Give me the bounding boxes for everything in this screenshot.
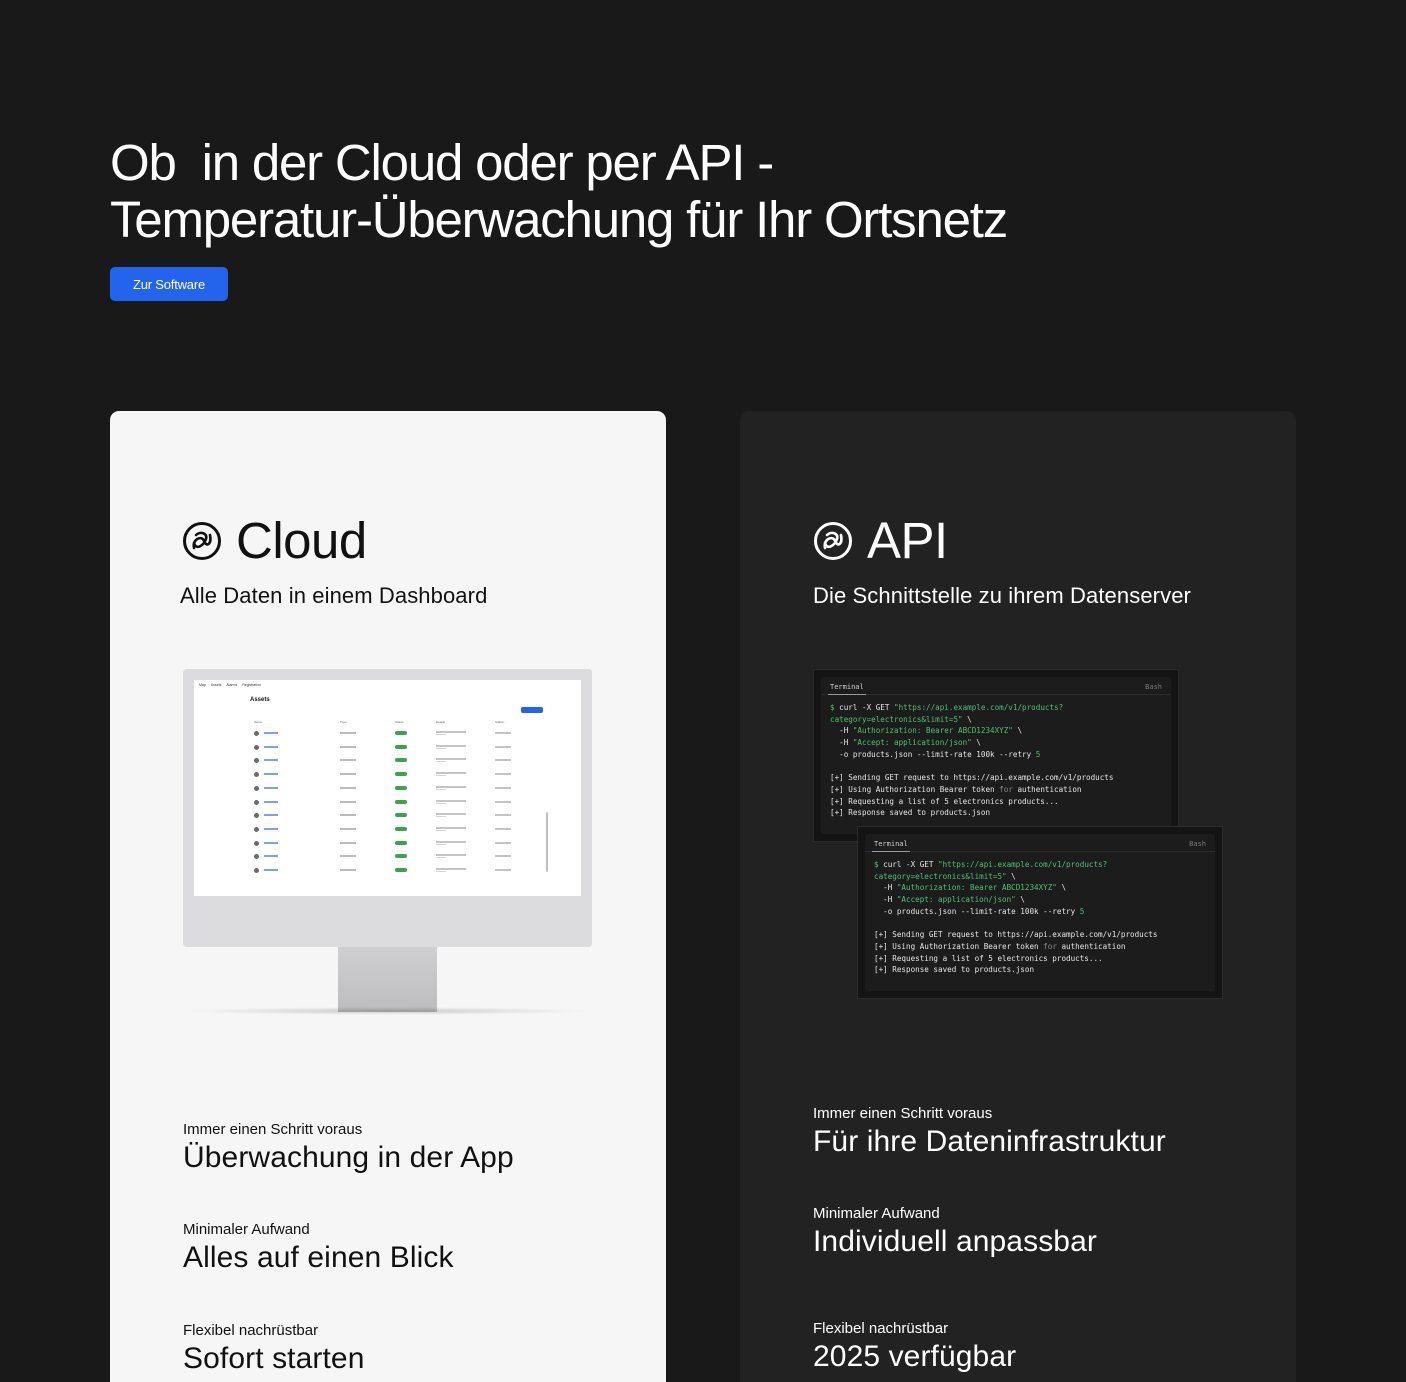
api-card-header bbox=[813, 513, 948, 569]
dashboard-table-row bbox=[252, 812, 542, 820]
terminal-window-back bbox=[813, 669, 1179, 842]
dashboard-cell bbox=[395, 745, 407, 749]
dashboard-cell bbox=[340, 787, 356, 789]
dashboard-cell bbox=[436, 745, 466, 747]
terminal-window-front bbox=[857, 826, 1223, 999]
terminal-token: -H bbox=[874, 895, 897, 905]
dashboard-cell bbox=[264, 814, 278, 816]
dashboard-new-button bbox=[521, 707, 543, 713]
cloud-card bbox=[110, 411, 666, 1382]
feature-kicker: Minimaler Aufwand bbox=[183, 1221, 310, 1238]
terminal-token: \ bbox=[962, 714, 972, 724]
dashboard-cell bbox=[495, 759, 511, 761]
dashboard-cell bbox=[264, 732, 278, 734]
dashboard-cell bbox=[436, 775, 446, 776]
terminal-tab-underline bbox=[872, 851, 910, 852]
api-feature-2 bbox=[813, 1205, 1097, 1260]
api-card-subtitle: Die Schnittstelle zu ihrem Datenserver bbox=[813, 583, 1191, 608]
terminal-line bbox=[874, 906, 1157, 918]
dashboard-cell bbox=[395, 813, 407, 817]
dashboard-cell bbox=[340, 842, 356, 844]
terminal-line bbox=[874, 941, 1157, 953]
terminal-line bbox=[830, 796, 1113, 808]
dashboard-cell bbox=[395, 827, 407, 831]
dashboard-cell bbox=[436, 761, 446, 762]
terminal-tab-bar bbox=[821, 677, 1171, 695]
dashboard-cell bbox=[395, 772, 407, 776]
terminal-token: "Accept: application/json" bbox=[896, 895, 1016, 905]
dashboard-cell bbox=[264, 787, 278, 789]
dashboard-cell bbox=[495, 855, 511, 857]
dashboard-cell bbox=[264, 842, 278, 844]
dashboard-cell bbox=[254, 841, 259, 846]
dashboard-cell bbox=[495, 773, 511, 775]
dashboard-cell bbox=[340, 759, 356, 761]
dashboard-cell bbox=[254, 800, 259, 805]
dashboard-cell bbox=[340, 869, 356, 871]
feature-kicker: Minimaler Aufwand bbox=[813, 1205, 940, 1222]
dashboard-cell bbox=[340, 814, 356, 816]
dashboard-cell bbox=[436, 734, 446, 735]
dashboard-cell bbox=[495, 787, 511, 789]
api-card-title: API bbox=[867, 512, 948, 569]
dashboard-cell bbox=[436, 868, 466, 870]
dashboard-cell bbox=[395, 731, 407, 735]
dashboard-cell bbox=[264, 746, 278, 748]
dashboard-cell bbox=[436, 816, 446, 817]
cloud-feature-3 bbox=[183, 1322, 365, 1377]
terminal-code bbox=[874, 859, 1157, 976]
cloud-card-subtitle: Alle Daten in einem Dashboard bbox=[180, 583, 488, 608]
dashboard-cell bbox=[495, 746, 511, 748]
terminal-token: category=electronics&limit=5" bbox=[830, 714, 963, 724]
feature-kicker: Flexibel nachrüstbar bbox=[183, 1322, 319, 1339]
dashboard-cell bbox=[395, 868, 407, 872]
dashboard-cell bbox=[254, 813, 259, 818]
dashboard-cell bbox=[436, 871, 446, 872]
dashboard-table-row bbox=[252, 840, 542, 848]
dashboard-cell bbox=[264, 855, 278, 857]
dashboard-cell bbox=[495, 828, 511, 830]
dashboard-cell bbox=[254, 786, 259, 791]
api-card bbox=[740, 411, 1296, 1382]
dashboard-cell bbox=[340, 746, 356, 748]
dashboard-cell bbox=[495, 869, 511, 871]
feature-kicker: Flexibel nachrüstbar bbox=[813, 1320, 949, 1337]
terminal-token: \ bbox=[1006, 871, 1016, 881]
terminal-line bbox=[874, 894, 1157, 906]
cloud-feature-2 bbox=[183, 1221, 454, 1276]
dashboard-cell bbox=[495, 814, 511, 816]
cloud-card-title: Cloud bbox=[236, 512, 367, 569]
feature-headline: Überwachung in der App bbox=[183, 1141, 514, 1174]
dashboard-cell bbox=[395, 854, 407, 858]
terminal-line bbox=[830, 784, 1113, 796]
terminal-line bbox=[830, 714, 1113, 726]
terminal-line bbox=[830, 702, 1113, 714]
terminal-line bbox=[874, 964, 1157, 976]
terminal-token: [+] Sending GET request to https://api.example.com/v1/products bbox=[830, 773, 1114, 783]
dashboard-nav-item: Map bbox=[199, 683, 206, 687]
feature-kicker: Immer einen Schritt voraus bbox=[183, 1121, 363, 1138]
dashboard-cell bbox=[264, 759, 278, 761]
dashboard-cell bbox=[395, 758, 407, 762]
dashboard-cell bbox=[254, 758, 259, 763]
dashboard-cell bbox=[254, 745, 259, 750]
terminal-panel bbox=[865, 834, 1215, 991]
dashboard-cell bbox=[395, 841, 407, 845]
hero-title-line1: Ob in der Cloud oder per API - bbox=[110, 134, 774, 191]
monitor-shadow bbox=[183, 1007, 592, 1015]
dashboard-cell bbox=[436, 803, 446, 804]
dashboard-cell bbox=[340, 828, 356, 830]
cloud-feature-1 bbox=[183, 1121, 514, 1176]
terminal-token: for bbox=[1043, 941, 1057, 951]
dashboard-table-row bbox=[252, 826, 542, 834]
dashboard-cell bbox=[436, 854, 466, 856]
dashboard-cell bbox=[340, 732, 356, 734]
dashboard-nav-item: Registration bbox=[242, 683, 261, 687]
dashboard-cell bbox=[264, 828, 278, 830]
terminal-token: "Accept: application/json" bbox=[852, 738, 972, 748]
terminal-token: -o products.json --limit-rate 100k --retry bbox=[830, 749, 1036, 759]
terminal-token: -H bbox=[830, 726, 853, 736]
zur-software-button[interactable]: Zur Software bbox=[110, 267, 228, 301]
dashboard-scrollbar bbox=[546, 812, 548, 872]
dashboard-cell bbox=[436, 827, 466, 829]
dashboard-cell bbox=[254, 772, 259, 777]
terminal-tab[interactable]: Terminal bbox=[830, 683, 864, 691]
dashboard-table-row bbox=[252, 799, 542, 807]
terminal-token: [+] Response saved to products.json bbox=[830, 808, 991, 818]
terminal-token: [+] Response saved to products.json bbox=[874, 965, 1035, 975]
dashboard-table-row bbox=[252, 785, 542, 793]
dashboard-col: Type bbox=[340, 720, 347, 724]
terminal-code bbox=[830, 702, 1113, 819]
dashboard-table-row bbox=[252, 744, 542, 752]
dashboard-cell bbox=[436, 748, 446, 749]
dashboard-cell bbox=[340, 773, 356, 775]
terminal-line bbox=[830, 772, 1113, 784]
terminal-line bbox=[874, 953, 1157, 965]
dashboard-cell bbox=[495, 801, 511, 803]
terminal-token: -H bbox=[830, 738, 853, 748]
terminal-token: \ bbox=[1056, 883, 1067, 893]
terminal-token: curl -X GET bbox=[878, 860, 939, 869]
dashboard-cell bbox=[254, 854, 259, 859]
dashboard-table-row bbox=[252, 867, 542, 875]
circle-knot-icon bbox=[182, 521, 222, 561]
terminal-language: Bash bbox=[1189, 840, 1206, 848]
cloud-card-header bbox=[182, 513, 367, 569]
monitor-stand bbox=[338, 947, 437, 1012]
dashboard-cell bbox=[254, 868, 259, 873]
dashboard-cell bbox=[436, 857, 446, 858]
terminal-token: "https://api.example.com/v1/products? bbox=[894, 703, 1064, 712]
dashboard-table-row bbox=[252, 853, 542, 861]
terminal-token: "Authorization: Bearer ABCD1234XYZ" bbox=[852, 726, 1013, 736]
dashboard-page-title: Assets bbox=[250, 697, 270, 703]
terminal-token: -o products.json --limit-rate 100k --retry bbox=[874, 906, 1080, 916]
terminal-token: for bbox=[999, 784, 1013, 794]
feature-headline: Sofort starten bbox=[183, 1342, 365, 1375]
dashboard-cell bbox=[495, 732, 511, 734]
dashboard-cell bbox=[264, 869, 278, 871]
terminal-token: "https://api.example.com/v1/products? bbox=[938, 860, 1108, 869]
dashboard-cell bbox=[264, 773, 278, 775]
terminal-tab-underline bbox=[828, 694, 866, 695]
terminal-token: [+] Requesting a list of 5 electronics products... bbox=[830, 796, 1059, 806]
terminal-line bbox=[874, 859, 1157, 871]
terminal-token: [+] Using Authorization Bearer token bbox=[874, 941, 1044, 951]
terminal-token: 5 bbox=[1035, 749, 1041, 759]
terminal-token: "Authorization: Bearer ABCD1234XYZ" bbox=[896, 883, 1057, 893]
terminal-token: authentication bbox=[1056, 941, 1126, 951]
dashboard-cell bbox=[436, 800, 466, 802]
terminal-token: \ bbox=[1012, 726, 1023, 736]
dashboard-cell bbox=[264, 801, 278, 803]
terminal-token: category=electronics&limit=5" bbox=[874, 871, 1007, 881]
terminal-token: 5 bbox=[1079, 906, 1085, 916]
terminal-line bbox=[830, 807, 1113, 819]
dashboard-cell bbox=[495, 842, 511, 844]
dashboard-table-header bbox=[252, 720, 542, 724]
feature-headline: Individuell anpassbar bbox=[813, 1225, 1097, 1258]
terminal-token: curl -X GET bbox=[834, 703, 895, 712]
dashboard-cell bbox=[340, 801, 356, 803]
terminal-line bbox=[874, 871, 1157, 883]
dashboard-cell bbox=[436, 813, 466, 815]
dashboard-cell bbox=[395, 800, 407, 804]
dashboard-table-row bbox=[252, 730, 542, 738]
terminal-line bbox=[874, 882, 1157, 894]
terminal-line bbox=[874, 929, 1157, 941]
terminal-tab-bar bbox=[865, 834, 1215, 852]
terminal-tab[interactable]: Terminal bbox=[874, 840, 908, 848]
terminal-line bbox=[830, 749, 1113, 761]
terminal-token: authentication bbox=[1012, 784, 1082, 794]
dashboard-cell bbox=[436, 731, 466, 733]
dashboard-cell bbox=[436, 830, 446, 831]
terminal-token: \ bbox=[1015, 895, 1025, 905]
dashboard-table-row bbox=[252, 771, 542, 779]
terminal-line bbox=[874, 918, 1157, 930]
terminal-token: -H bbox=[874, 883, 897, 893]
circle-knot-icon bbox=[813, 521, 853, 561]
dashboard-cell bbox=[436, 789, 446, 790]
terminal-token: [+] Sending GET request to https://api.example.com/v1/products bbox=[874, 930, 1158, 940]
api-feature-3 bbox=[813, 1320, 1016, 1375]
dashboard-cell bbox=[436, 758, 466, 760]
terminal-token: [+] Requesting a list of 5 electronics products... bbox=[874, 953, 1103, 963]
dashboard-col: Details bbox=[436, 720, 446, 724]
terminal-line bbox=[830, 737, 1113, 749]
dashboard-cell bbox=[436, 786, 466, 788]
dashboard-cell bbox=[395, 786, 407, 790]
monitor-frame bbox=[183, 669, 592, 947]
hero-title bbox=[110, 134, 1007, 248]
dashboard-cell bbox=[436, 841, 466, 843]
terminal-token: \ bbox=[971, 738, 981, 748]
terminal-line bbox=[830, 761, 1113, 773]
terminal-language: Bash bbox=[1145, 683, 1162, 691]
terminal-prompt: $ bbox=[874, 860, 879, 869]
dashboard-cell bbox=[436, 772, 466, 774]
dashboard-cell bbox=[340, 855, 356, 857]
dashboard-screenshot bbox=[194, 680, 581, 896]
dashboard-nav-item: Alarms bbox=[226, 683, 238, 687]
feature-kicker: Immer einen Schritt voraus bbox=[813, 1105, 993, 1122]
monitor-mockup bbox=[183, 669, 592, 1019]
feature-headline: 2025 verfügbar bbox=[813, 1340, 1017, 1373]
hero-title-line2: Temperatur-Überwachung für Ihr Ortsnetz bbox=[110, 191, 1008, 248]
feature-headline: Für ihre Dateninfrastruktur bbox=[813, 1125, 1166, 1158]
dashboard-cell bbox=[254, 827, 259, 832]
api-feature-1 bbox=[813, 1105, 1166, 1160]
dashboard-cell bbox=[254, 731, 259, 736]
dashboard-nav bbox=[199, 683, 261, 687]
dashboard-col: Name bbox=[254, 720, 263, 724]
dashboard-cell bbox=[436, 844, 446, 845]
feature-headline: Alles auf einen Blick bbox=[183, 1241, 454, 1274]
dashboard-table-row bbox=[252, 757, 542, 765]
terminal-line bbox=[830, 725, 1113, 737]
dashboard-nav-item: Assets bbox=[210, 683, 222, 687]
terminal-token: [+] Using Authorization Bearer token bbox=[830, 784, 1000, 794]
dashboard-col: Status bbox=[395, 720, 404, 724]
dashboard-col: Station bbox=[495, 720, 505, 724]
terminal-prompt: $ bbox=[830, 703, 835, 712]
terminal-panel bbox=[821, 677, 1171, 834]
